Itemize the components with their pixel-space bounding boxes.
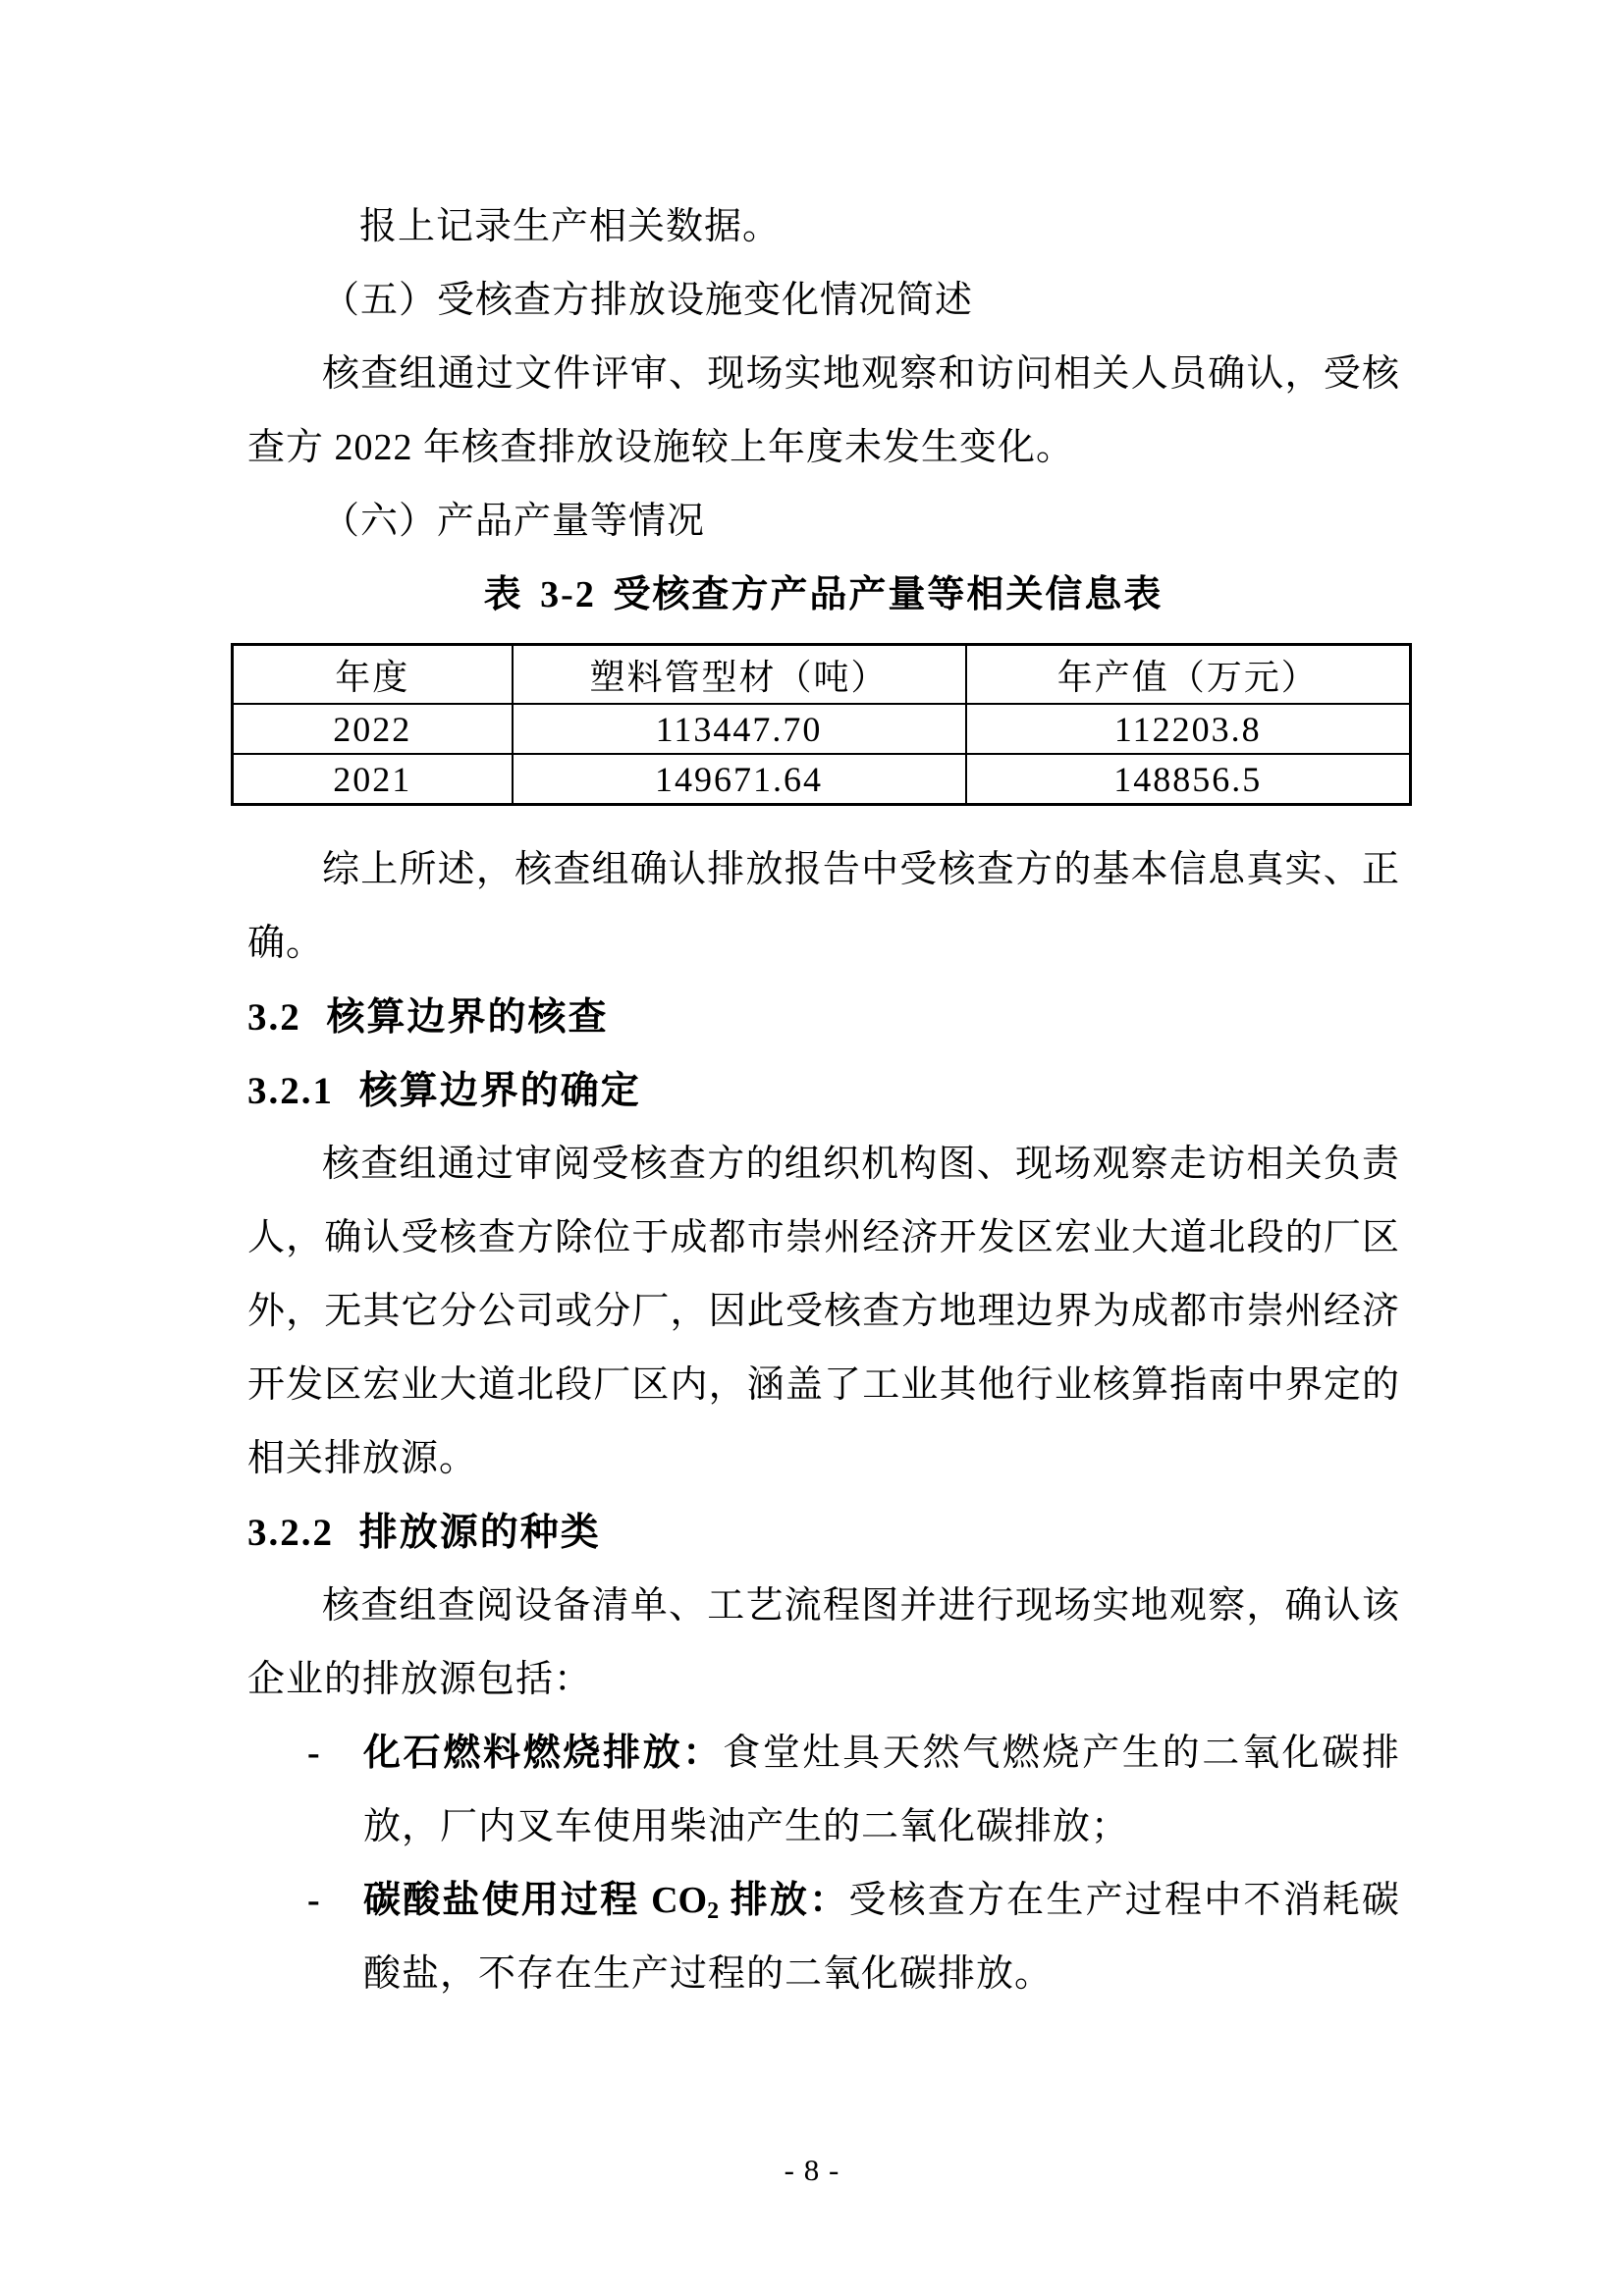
table-cell-year: 2022: [233, 704, 513, 754]
page-content: [247, 190, 1399, 2011]
page-number: - 8 -: [784, 2153, 840, 2187]
section-3-2-2-heading: 3.2.2 排放源的种类: [247, 1512, 601, 1554]
item-5-heading: （五）受核查方排放设施变化情况简述: [322, 280, 974, 321]
section-3-2-2-paragraph-line: 核查组查阅设备清单、工艺流程图并进行现场实地观察，确认该: [322, 1585, 1399, 1627]
summary-paragraph-line: 综上所述，核查组确认排放报告中受核查方的基本信息真实、正: [322, 849, 1399, 890]
bullet-bold-lead: 排放：: [719, 1880, 849, 1921]
item-6-heading: （六）产品产量等情况: [322, 501, 706, 542]
table-header-output: 塑料管型材（吨）: [513, 645, 966, 705]
section-3-2-1-paragraph-line: 人，确认受核查方除位于成都市崇州经济开发区宏业大道北段的厂区: [247, 1217, 1399, 1258]
co2-subscript: 2: [707, 1898, 720, 1924]
bullet-marker: -: [307, 1880, 320, 1921]
item-5-paragraph-line: 查方 2022 年核查排放设施较上年度未发生变化。: [247, 427, 1075, 468]
bullet-bold-lead: 碳酸盐使用过程 CO: [363, 1880, 708, 1921]
table-cell-value: 112203.8: [966, 704, 1411, 754]
bullet-item-fossil-fuel: [307, 1717, 1399, 1790]
table-header-row: [233, 645, 1411, 705]
section-3-2-1-paragraph-line: 核查组通过审阅受核查方的组织机构图、现场观察走访相关负责: [322, 1144, 1399, 1185]
section-3-2-heading: 3.2 核算边界的核查: [247, 996, 609, 1039]
table-header-year: 年度: [233, 645, 513, 705]
table-cell-output: 149671.64: [513, 754, 966, 805]
section-3-2-1-paragraph-line: 开发区宏业大道北段厂区内，涵盖了工业其他行业核算指南中界定的: [247, 1364, 1399, 1406]
table-cell-value: 148856.5: [966, 754, 1411, 805]
section-3-2-1-paragraph-line: 外，无其它分公司或分厂，因此受核查方地理边界为成都市崇州经济: [247, 1291, 1399, 1332]
table-cell-output: 113447.70: [513, 704, 966, 754]
summary-paragraph-line: 确。: [247, 923, 325, 964]
section-3-2-1-heading: 3.2.1 核算边界的确定: [247, 1070, 641, 1112]
bullet-continuation-line: 酸盐，不存在生产过程的二氧化碳排放。: [363, 1953, 1054, 1995]
bullet-marker: -: [307, 1733, 320, 1774]
table-row: [233, 754, 1411, 805]
bullet-item-carbonate: [307, 1864, 1399, 1938]
section-3-2-1-paragraph-line: 相关排放源。: [247, 1438, 478, 1479]
bullet-text: 受核查方在生产过程中不消耗碳: [848, 1880, 1399, 1921]
bullet-continuation-line: 放，厂内叉车使用柴油产生的二氧化碳排放；: [363, 1806, 1130, 1847]
paragraph-continuation-line: 报上记录生产相关数据。: [359, 206, 782, 247]
section-3-2-2-paragraph-line: 企业的排放源包括：: [247, 1659, 593, 1700]
table-3-2-title: 表 3-2 受核查方产品产量等相关信息表: [483, 574, 1164, 615]
table-row: [233, 704, 1411, 754]
table-cell-year: 2021: [233, 754, 513, 805]
bullet-bold-lead: 化石燃料燃烧排放：: [363, 1733, 724, 1774]
production-info-table: [231, 643, 1412, 806]
bullet-text: 食堂灶具天然气燃烧产生的二氧化碳排: [723, 1733, 1399, 1774]
table-header-value: 年产值（万元）: [966, 645, 1411, 705]
item-5-paragraph-line: 核查组通过文件评审、现场实地观察和访问相关人员确认，受核: [322, 353, 1399, 395]
